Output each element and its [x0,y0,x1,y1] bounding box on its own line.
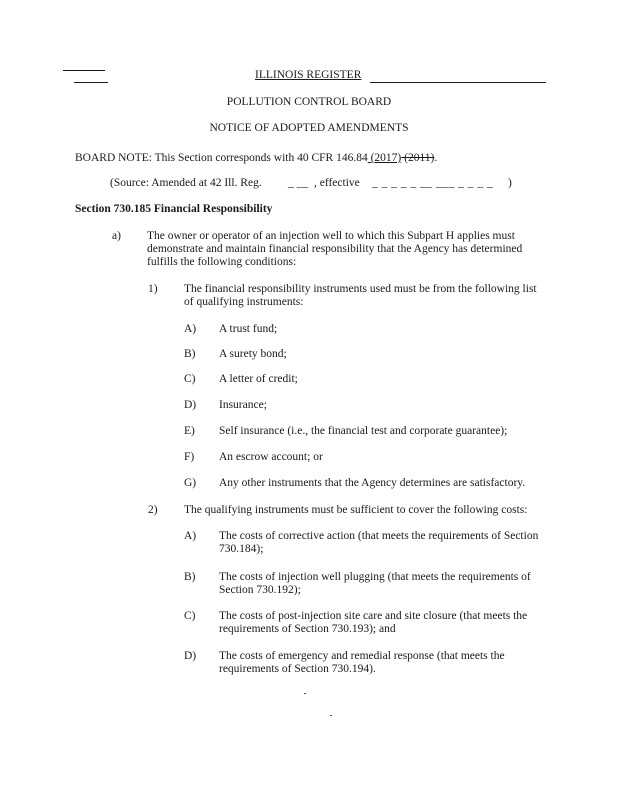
option-2d-label: D) [184,650,197,662]
option-1f-text: An escrow account; or [219,451,323,463]
header-rule-left-underline [74,82,108,83]
option-1b-text: A surety bond; [219,348,287,360]
option-2c-text: The costs of post-injection site care and site closure (that meets the requirements of Section 730.193); and [219,610,528,635]
option-2a-text: The costs of corrective action (that meets the requirements of Section 730.184); [219,530,539,555]
option-2c-label: C) [184,610,196,622]
source-open: (Source: Amended at 42 Ill. Reg. [110,177,262,189]
source-close: ) [508,177,512,189]
header-rule-right [370,82,546,83]
option-1a-label: A) [184,323,197,335]
option-1c-text: A letter of credit; [219,373,298,385]
option-2b-label: B) [184,571,196,583]
board-note-end: . [434,152,438,164]
option-1e-text: Self insurance (i.e., the financial test and corporate guarantee); [219,425,508,437]
board-note-inserted-year: (2017) [367,152,402,164]
option-1f-label: F) [184,451,195,463]
source-date-blank: _ _ _ _ _ __ ___ _ _ _ _ [372,177,494,189]
item-1-label: 1) [148,283,158,295]
scan-speck [330,715,332,716]
notice-title: NOTICE OF ADOPTED AMENDMENTS [209,122,409,134]
subsection-a-text: The owner or operator of an injection well to which this Subpart H applies must demonstrate and maintain financial responsibility that the Agency has determined fulfills the following conditions: [147,230,523,268]
board-note-text: BOARD NOTE: This Section corresponds with 40 CFR 146.84 [75,152,368,164]
subsection-a-label: a) [112,230,121,242]
scan-speck [304,693,306,694]
option-2b-text: The costs of injection well plugging (that meets the requirements of Section 730.192); [219,571,531,596]
item-1-text: The financial responsibility instruments used must be from the following list of qualifying instruments: [184,283,537,308]
board-note-deleted-year: (2011) [401,152,435,164]
source-reg-blank: _ __ [288,177,309,189]
option-1d-label: D) [184,399,197,411]
source-effective: , effective [314,177,360,189]
register-title: ILLINOIS REGISTER [255,69,362,81]
item-2-text: The qualifying instruments must be sufficient to cover the following costs: [184,504,528,516]
board-note [75,152,437,165]
option-1b-label: B) [184,348,196,360]
item-2-label: 2) [148,504,158,516]
board-title: POLLUTION CONTROL BOARD [226,96,392,108]
option-1c-label: C) [184,373,196,385]
option-1a-text: A trust fund; [219,323,278,335]
header-rule-left [63,70,105,71]
option-1g-label: G) [184,477,197,489]
option-2a-label: A) [184,530,197,542]
option-1g-text: Any other instruments that the Agency determines are satisfactory. [219,477,526,489]
option-1d-text: Insurance; [219,399,267,411]
section-heading: Section 730.185 Financial Responsibility [75,203,273,215]
option-2d-text: The costs of emergency and remedial response (that meets the requirements of Section 730.194). [219,650,505,675]
option-1e-label: E) [184,425,195,437]
